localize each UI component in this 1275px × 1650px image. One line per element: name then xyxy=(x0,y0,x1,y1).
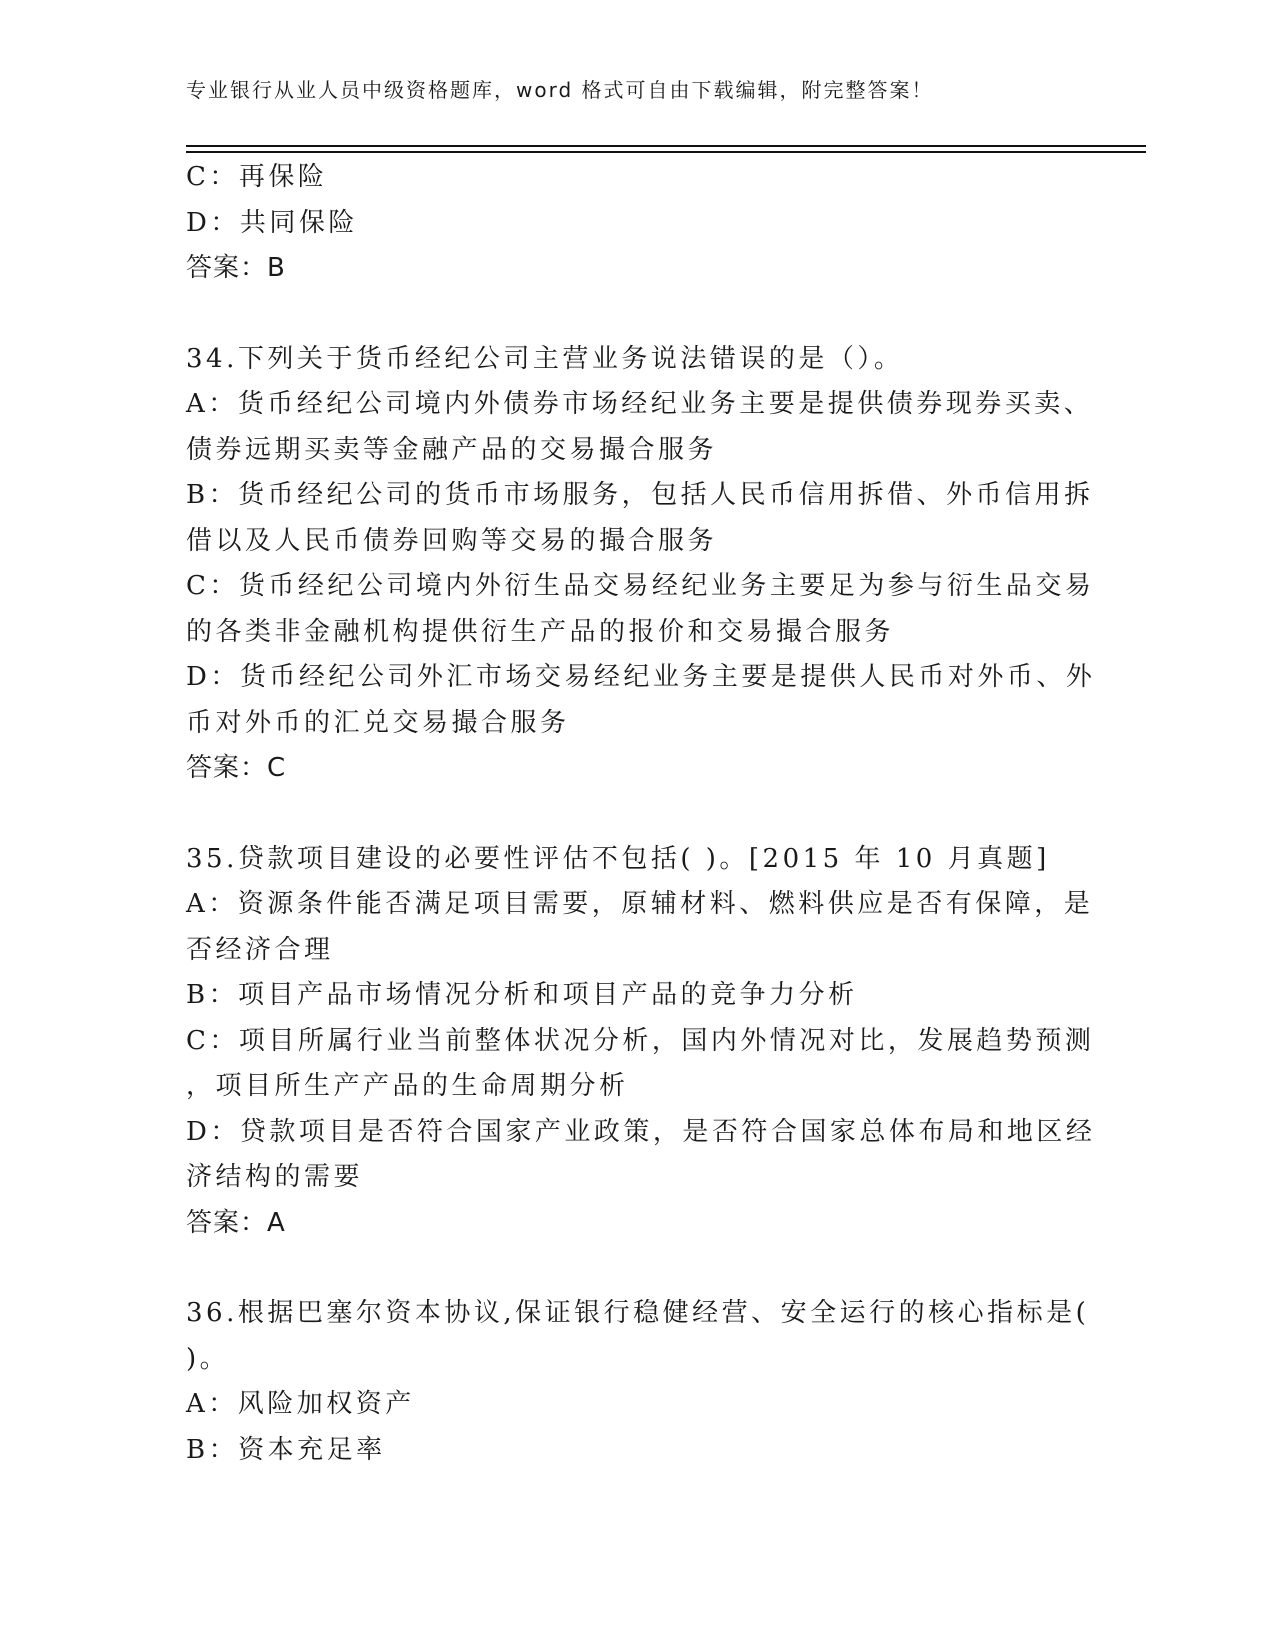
question-34 xyxy=(186,337,1096,792)
question-stem: 36.根据巴塞尔资本协议,保证银行稳健经营、安全运行的核心指标是( xyxy=(186,1298,1090,1328)
option-a: A：资源条件能否满足项目需要，原辅材料、燃料供应是否有保障，是 xyxy=(186,889,1094,919)
option-d: D：贷款项目是否符合国家产业政策，是否符合国家总体布局和地区经 xyxy=(186,1116,1096,1147)
question-36 xyxy=(186,1291,1090,1473)
option-d-continued: 币对外币的汇兑交易撮合服务 xyxy=(186,707,570,738)
document-body xyxy=(186,155,1096,1473)
answer-line: 答案：C xyxy=(186,753,287,783)
option-c: C：再保险 xyxy=(186,162,328,192)
option-c-continued: ，项目所生产产品的生命周期分析 xyxy=(186,1071,629,1101)
option-d-continued: 济结构的需要 xyxy=(186,1162,364,1192)
option-c: C：货币经纪公司境内外衍生品交易经纪业务主要足为参与衍生品交易 xyxy=(186,571,1095,601)
page-header: 专业银行从业人员中级资格题库，word 格式可自由下载编辑，附完整答案！ xyxy=(186,78,934,102)
header-rule-bottom xyxy=(186,151,1146,153)
option-a: A：风险加权资产 xyxy=(186,1389,415,1419)
answer-line: 答案：A xyxy=(186,1207,286,1238)
answer-line: 答案：B xyxy=(186,253,286,283)
question-35 xyxy=(186,837,1096,1247)
option-a-continued: 债券远期买卖等金融产品的交易撮合服务 xyxy=(186,434,718,465)
option-b-continued: 借以及人民币债券回购等交易的撮合服务 xyxy=(186,525,718,556)
option-b: B：资本充足率 xyxy=(186,1434,386,1465)
option-a-continued: 否经济合理 xyxy=(186,934,334,965)
question-stem: 35.贷款项目建设的必要性评估不包括( )。[2015 年 10 月真题] xyxy=(186,843,1050,874)
header-rule-top xyxy=(186,145,1146,147)
option-c: C：项目所属行业当前整体状况分析，国内外情况对比，发展趋势预测 xyxy=(186,1025,1095,1056)
option-a: A：货币经纪公司境内外债券市场经纪业务主要是提供债券现券买卖、 xyxy=(186,389,1094,419)
option-d: D：货币经纪公司外汇市场交易经纪业务主要是提供人民币对外币、外 xyxy=(186,662,1096,692)
option-b: B：货币经纪公司的货币市场服务，包括人民币信用拆借、外币信用拆 xyxy=(186,480,1094,510)
question-stem-continued: )。 xyxy=(186,1343,230,1374)
question-stem: 34.下列关于货币经纪公司主营业务说法错误的是（）。 xyxy=(186,343,904,374)
option-b: B：项目产品市场情况分析和项目产品的竞争力分析 xyxy=(186,980,858,1010)
option-d: D：共同保险 xyxy=(186,207,358,238)
option-c-continued: 的各类非金融机构提供衍生产品的报价和交易撮合服务 xyxy=(186,616,895,647)
